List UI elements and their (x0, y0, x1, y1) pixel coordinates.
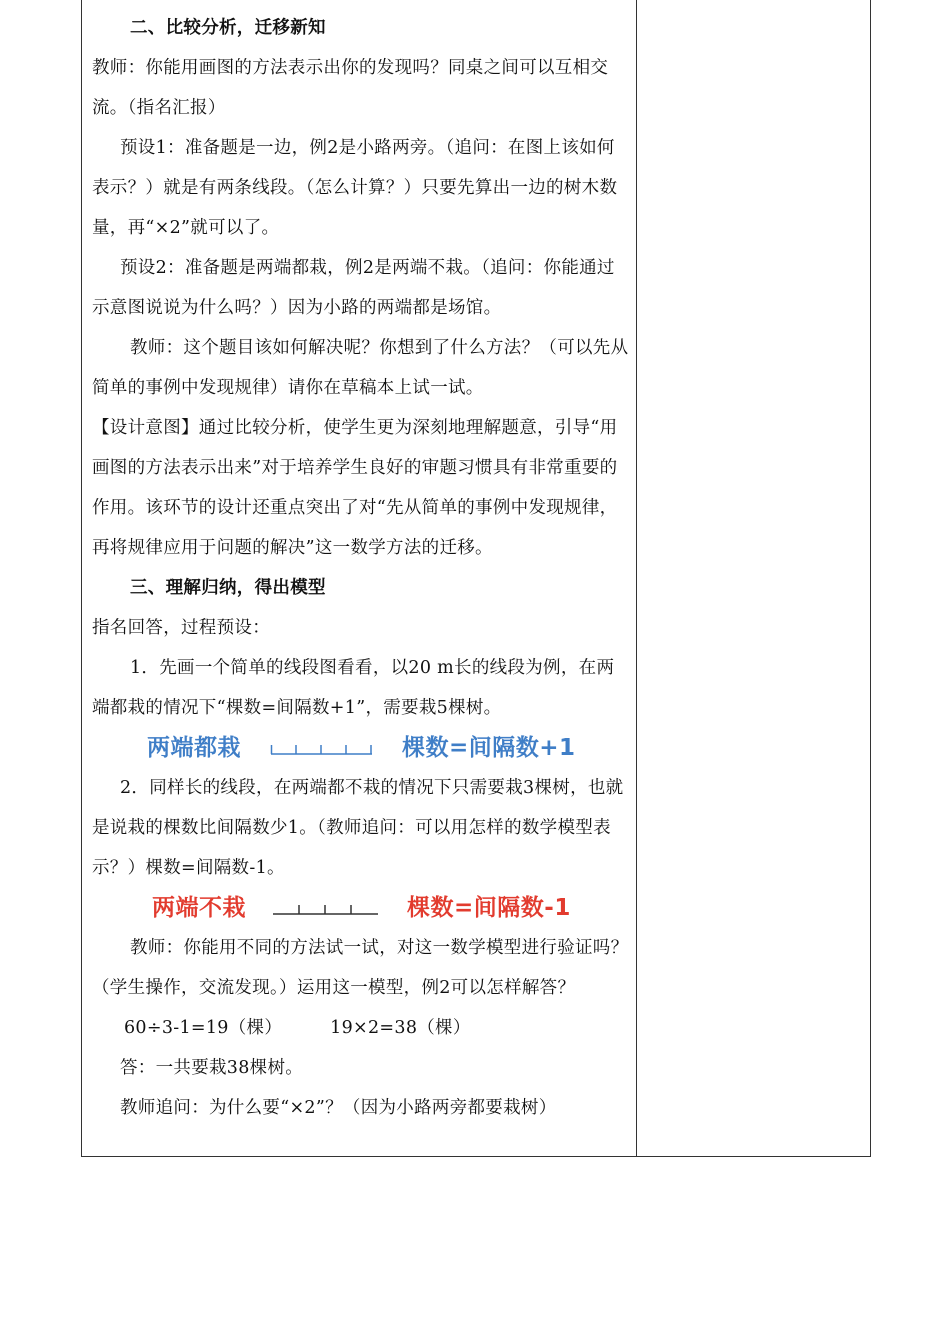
section2-heading: 二、比较分析，迁移新知 (130, 18, 326, 38)
paragraph: 1．先画一个简单的线段图看看，以20 m长的线段为例，在两端都栽的情况下“棵数=间隔数+1”，需要栽5棵树。 (92, 658, 615, 718)
paragraph: 教师：你能用不同的方法试一试，对这一数学模型进行验证吗？（学生操作，交流发现。）运用这一模型，例2可以怎样解答？ (92, 938, 629, 998)
diagram-label: 两端都栽 (147, 735, 241, 761)
calculation-step-1: 60÷3-1=19（棵） (124, 1018, 283, 1038)
diagram-both-ends (92, 728, 630, 768)
segment-line-no-ends (272, 898, 380, 918)
followup-question: 教师追问：为什么要“×2”？（因为小路两旁都要栽树） (120, 1098, 557, 1118)
diagram-no-ends (92, 888, 630, 928)
calculation-step-2: 19×2=38（棵） (330, 1018, 471, 1038)
segment-line-both-ends (270, 738, 374, 758)
paragraph: 预设2：准备题是两端都栽，例2是两端不栽。（追问：你能通过示意图说说为什么吗？）因为小路的两端都是场馆。 (92, 258, 615, 318)
diagram-formula: 棵数=间隔数+1 (402, 735, 576, 761)
section3-heading: 三、理解归纳，得出模型 (130, 578, 326, 598)
column-divider (636, 0, 637, 1156)
paragraph: 指名回答，过程预设： (92, 618, 270, 638)
paragraph: 2．同样长的线段，在两端都不栽的情况下只需要栽3棵树，也就是说栽的棵数比间隔数少1。（教师追问：可以用怎样的数学模型表示？）棵数=间隔数-1。 (92, 778, 624, 878)
lesson-content (92, 8, 630, 1128)
diagram-label: 两端不栽 (152, 895, 246, 921)
design-intent-paragraph: 【设计意图】通过比较分析，使学生更为深刻地理解题意，引导“用画图的方法表示出来”对于培养学生良好的审题习惯具有非常重要的作用。该环节的设计还重点突出了对“先从简单的事例中发现规律，再将规律应用于问题的解决”这一数学方法的迁移。 (92, 418, 618, 558)
paragraph: 预设1：准备题是一边，例2是小路两旁。（追问：在图上该如何表示？）就是有两条线段。（怎么计算？）只要先算出一边的树木数量，再“×2”就可以了。 (92, 138, 618, 238)
lesson-table (81, 0, 871, 1157)
diagram-formula: 棵数=间隔数-1 (407, 895, 571, 921)
paragraph: 教师：这个题目该如何解决呢？你想到了什么方法？（可以先从简单的事例中发现规律）请你在草稿本上试一试。 (92, 338, 629, 398)
answer-line: 答：一共要栽38棵树。 (120, 1058, 304, 1078)
calculation-line (92, 1008, 630, 1048)
paragraph: 教师：你能用画图的方法表示出你的发现吗？同桌之间可以互相交流。（指名汇报） (92, 58, 609, 118)
